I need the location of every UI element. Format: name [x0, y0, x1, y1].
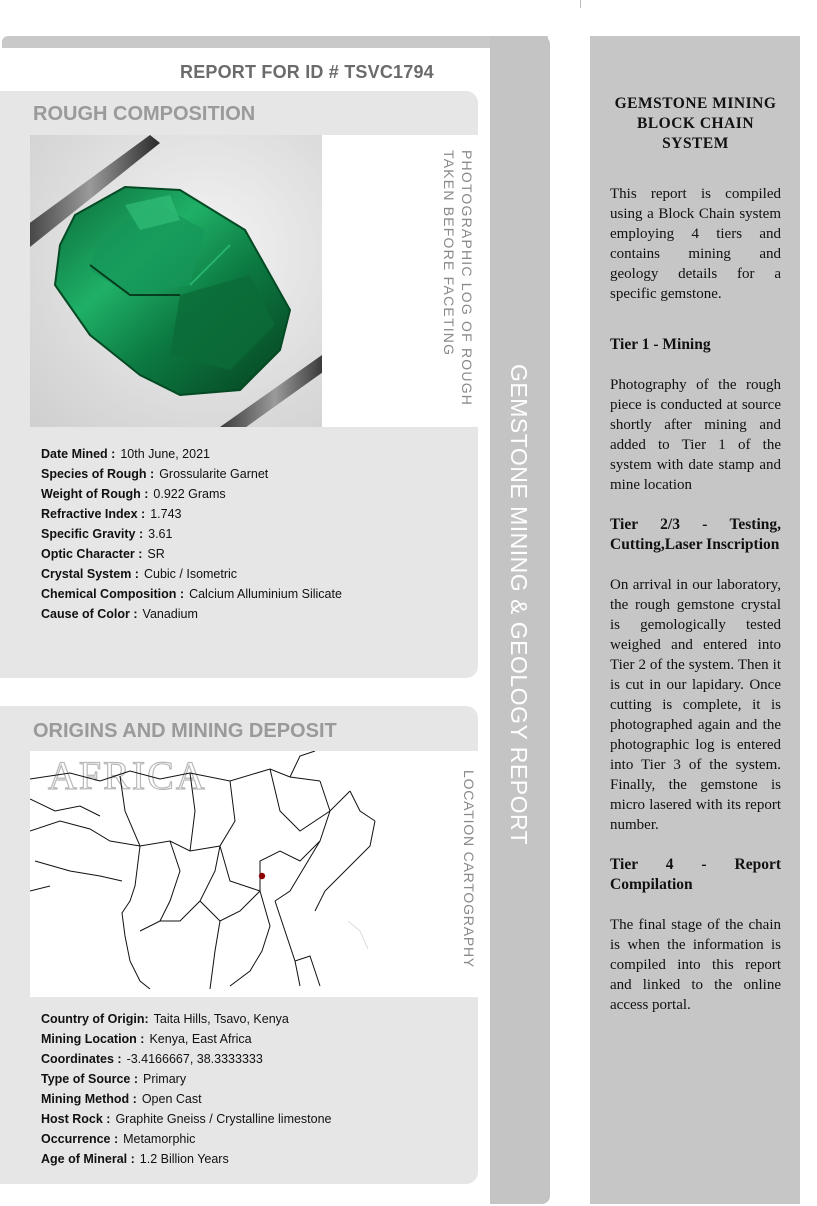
field-value: 1.2 Billion Years [139, 1152, 229, 1166]
field-value: Vanadium [142, 607, 198, 621]
rough-field-optic [41, 544, 342, 564]
rough-field-crystal [41, 564, 342, 584]
africa-map-label: AFRICA [48, 753, 207, 798]
africa-map [30, 751, 425, 989]
field-value: Calcium Alluminium Silicate [189, 587, 342, 601]
rough-field-date [41, 444, 342, 464]
rough-field-color [41, 604, 342, 624]
field-label: Crystal System : [41, 567, 139, 581]
field-value: -3.4166667, 38.3333333 [126, 1052, 263, 1066]
rough-field-ri [41, 504, 342, 524]
mine-location-marker [259, 873, 265, 879]
origin-field-country [41, 1009, 332, 1029]
blockchain-info-content [610, 36, 781, 1015]
field-label: Cause of Color : [41, 607, 138, 621]
origin-field-source [41, 1069, 332, 1089]
report-id-title: REPORT FOR ID # TSVC1794 [180, 62, 434, 82]
field-value: 0.922 Grams [153, 487, 226, 501]
origin-field-location [41, 1029, 332, 1049]
field-value: Kenya, East Africa [149, 1032, 252, 1046]
rough-gem-image [30, 135, 322, 427]
rough-gem-photo [30, 135, 322, 427]
field-label: Age of Mineral : [41, 1152, 135, 1166]
field-value: Grossularite Garnet [159, 467, 269, 481]
field-value: Open Cast [141, 1092, 202, 1106]
tier23-text: On arrival in our laboratory, the rough gemstone crystal is gemologically tested weighed and entered into Tier 2 of the system. Then it is cut in our lapidary. Once cutting is complete, it is photographed again and the photographic log is entered into Tier 3 of the system. Finally, the gemstone is micro lasered with its report number. [610, 577, 781, 833]
field-value: Metamorphic [123, 1132, 196, 1146]
origins-details-list [41, 1009, 332, 1169]
origin-field-occurrence [41, 1129, 332, 1149]
field-label: Host Rock : [41, 1112, 111, 1126]
field-label: Weight of Rough : [41, 487, 149, 501]
blockchain-info-panel [590, 36, 800, 1204]
rough-field-sg [41, 524, 342, 544]
field-value: 10th June, 2021 [120, 447, 210, 461]
rough-photo-area [30, 135, 478, 427]
field-label: Type of Source : [41, 1072, 139, 1086]
origin-field-hostrock [41, 1109, 332, 1129]
field-value: 3.61 [148, 527, 173, 541]
map-caption: LOCATION CARTOGRAPHY [461, 770, 477, 969]
origin-field-method [41, 1089, 332, 1109]
origin-field-coordinates [41, 1049, 332, 1069]
field-value: SR [147, 547, 165, 561]
top-divider-tick [580, 0, 581, 8]
field-label: Species of Rough : [41, 467, 155, 481]
spine-title: GEMSTONE MINING & GEOLOGY REPORT [506, 364, 532, 846]
field-label: Specific Gravity : [41, 527, 144, 541]
tier4-heading: Tier 4 - Report Compilation [610, 856, 781, 893]
africa-map-image [30, 751, 425, 989]
field-label: Occurrence : [41, 1132, 119, 1146]
panel-title: GEMSTONE MINING BLOCK CHAIN SYSTEM [614, 95, 777, 152]
tier23-heading: Tier 2/3 - Testing, Cutting,Laser Inscription [610, 516, 781, 553]
field-label: Date Mined : [41, 447, 116, 461]
tier4-text: The final stage of the chain is when the information is compiled into this report and linked to the online access portal. [610, 917, 781, 1013]
rough-photo-caption: PHOTOGRAPHIC LOG OF ROUGH TAKEN BEFORE FACETING [441, 150, 475, 407]
field-label: Coordinates : [41, 1052, 122, 1066]
report-top-strip [2, 36, 548, 48]
rough-field-weight [41, 484, 342, 504]
tier1-text: Photography of the rough piece is conducted at source shortly after mining and added to Tier 1 of the system with date stamp and mine location [610, 377, 781, 493]
rough-details-list [41, 444, 342, 624]
field-label: Mining Method : [41, 1092, 137, 1106]
location-map-area [30, 751, 478, 997]
origin-field-age [41, 1149, 332, 1169]
field-label: Optic Character : [41, 547, 143, 561]
rough-composition-heading: ROUGH COMPOSITION [33, 103, 256, 125]
panel-intro: This report is compiled using a Block Chain system employing 4 tiers and contains mining and geology details for a specific gemstone. [610, 186, 781, 302]
field-value: 1.743 [150, 507, 182, 521]
field-value: Taita Hills, Tsavo, Kenya [153, 1012, 289, 1026]
origins-heading: ORIGINS AND MINING DEPOSIT [33, 720, 337, 742]
rough-field-species [41, 464, 342, 484]
field-label: Mining Location : [41, 1032, 145, 1046]
tier1-heading: Tier 1 - Mining [610, 336, 711, 353]
field-value: Primary [143, 1072, 187, 1086]
field-value: Cubic / Isometric [143, 567, 238, 581]
field-label: Chemical Composition : [41, 587, 185, 601]
rough-field-chemical [41, 584, 342, 604]
field-value: Graphite Gneiss / Crystalline limestone [115, 1112, 332, 1126]
field-label: Refractive Index : [41, 507, 146, 521]
field-label: Country of Origin: [41, 1012, 149, 1026]
